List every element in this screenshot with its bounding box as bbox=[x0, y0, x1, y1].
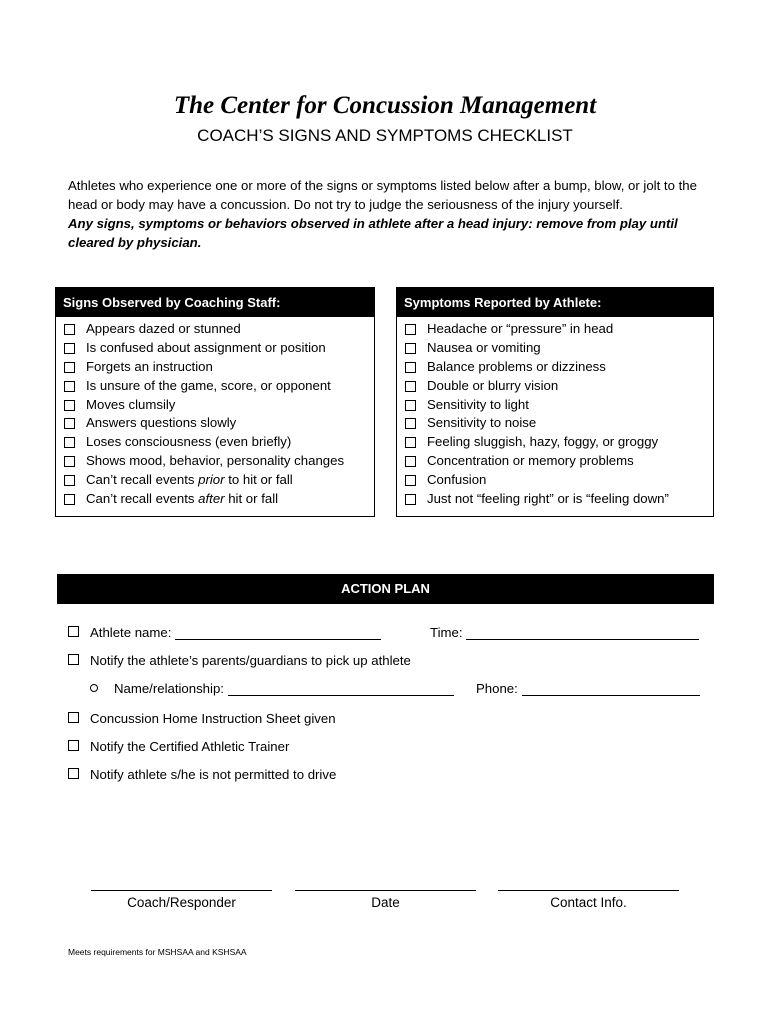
sign-label: Loses consciousness (even briefly) bbox=[86, 434, 292, 450]
checkbox[interactable] bbox=[64, 475, 75, 486]
sign-label: Shows mood, behavior, personality changes bbox=[86, 453, 345, 469]
notify-parents-label: Notify the athlete’s parents/guardians to pick up athlete bbox=[90, 653, 411, 668]
signs-box bbox=[55, 287, 375, 517]
notify-trainer-row bbox=[68, 736, 289, 754]
sign-item bbox=[64, 452, 374, 471]
symptom-label: Nausea or vomiting bbox=[427, 339, 541, 355]
name-relationship-row bbox=[90, 678, 454, 696]
sign-item bbox=[64, 433, 374, 452]
contact-signature-label: Contact Info. bbox=[550, 895, 627, 910]
signs-heading: Signs Observed by Coaching Staff: bbox=[56, 288, 374, 317]
notify-drive-label: Notify athlete s/he is not permitted to drive bbox=[90, 767, 337, 782]
intro-text: Athletes who experience one or more of the signs or symptoms listed below after a bump, blow, or jolt to the head or body may have a concussion. Do not try to judge the seriousness of the injury yourself. bbox=[68, 178, 697, 212]
time-field[interactable] bbox=[466, 625, 699, 640]
checkbox[interactable] bbox=[405, 324, 416, 335]
checkbox[interactable] bbox=[405, 437, 416, 448]
checkbox[interactable] bbox=[64, 400, 75, 411]
checkbox[interactable] bbox=[405, 456, 416, 467]
date-signature-label: Date bbox=[371, 895, 400, 910]
home-sheet-row bbox=[68, 708, 336, 726]
sign-label bbox=[86, 490, 278, 509]
athlete-name-label: Athlete name: bbox=[90, 625, 172, 640]
sign-label bbox=[86, 471, 293, 490]
sign-label: Appears dazed or stunned bbox=[86, 321, 241, 336]
symptom-item bbox=[405, 414, 713, 433]
time-label: Time: bbox=[430, 625, 463, 640]
checkbox[interactable] bbox=[405, 400, 416, 411]
sign-item bbox=[64, 320, 374, 339]
checkbox[interactable] bbox=[64, 456, 75, 467]
symptom-item bbox=[405, 433, 713, 452]
checkbox[interactable] bbox=[64, 418, 75, 429]
phone-field[interactable] bbox=[522, 681, 700, 696]
symptoms-box bbox=[396, 287, 714, 517]
checkbox[interactable] bbox=[64, 381, 75, 392]
phone-row bbox=[476, 678, 700, 696]
symptoms-heading: Symptoms Reported by Athlete: bbox=[397, 288, 713, 317]
checkbox[interactable] bbox=[64, 362, 75, 373]
checkbox[interactable] bbox=[64, 494, 75, 505]
athlete-name-row bbox=[68, 622, 381, 640]
symptom-item bbox=[405, 490, 713, 509]
sign-label-emphasis: after bbox=[198, 491, 225, 507]
bullet-circle-icon bbox=[90, 684, 98, 692]
checkbox[interactable] bbox=[64, 437, 75, 448]
intro-warning: Any signs, symptoms or behaviors observed in athlete after a head injury: remove from play until cleared by physician. bbox=[68, 216, 678, 250]
name-relationship-label: Name/relationship: bbox=[114, 681, 224, 696]
notify-parents-row bbox=[68, 650, 411, 668]
checkbox[interactable] bbox=[68, 768, 79, 779]
coach-signature-line[interactable] bbox=[91, 890, 272, 891]
sign-item bbox=[64, 490, 374, 509]
sign-item bbox=[64, 414, 374, 433]
checkbox[interactable] bbox=[405, 343, 416, 354]
checkbox[interactable] bbox=[405, 475, 416, 486]
contact-signature-line[interactable] bbox=[498, 890, 679, 891]
page-title: The Center for Concussion Management bbox=[173, 92, 597, 119]
athlete-name-field[interactable] bbox=[175, 625, 381, 640]
symptom-item bbox=[405, 396, 713, 415]
symptom-item bbox=[405, 320, 713, 339]
checkbox[interactable] bbox=[405, 362, 416, 373]
checkbox[interactable] bbox=[68, 626, 79, 637]
symptom-label: Balance problems or dizziness bbox=[427, 358, 606, 374]
checkbox[interactable] bbox=[68, 654, 79, 665]
sign-item bbox=[64, 396, 374, 415]
symptom-label: Double or blurry vision bbox=[427, 377, 559, 393]
sign-item bbox=[64, 358, 374, 377]
name-relationship-field[interactable] bbox=[228, 681, 454, 696]
symptom-item bbox=[405, 471, 713, 490]
notify-drive-row bbox=[68, 764, 336, 782]
checkbox[interactable] bbox=[68, 712, 79, 723]
symptoms-list bbox=[397, 317, 713, 509]
date-signature-line[interactable] bbox=[295, 890, 476, 891]
symptom-item bbox=[405, 452, 713, 471]
checkbox[interactable] bbox=[68, 740, 79, 751]
coach-signature-label: Coach/Responder bbox=[127, 895, 236, 910]
sign-label: Moves clumsily bbox=[86, 396, 176, 412]
signs-list bbox=[56, 317, 374, 509]
sign-label: Forgets an instruction bbox=[86, 358, 213, 374]
time-row bbox=[430, 622, 699, 640]
checkbox[interactable] bbox=[405, 494, 416, 505]
sign-item bbox=[64, 471, 374, 490]
checkbox[interactable] bbox=[405, 418, 416, 429]
sign-label-part: Can’t recall events bbox=[86, 491, 199, 507]
checkbox[interactable] bbox=[64, 324, 75, 335]
symptom-label: Just not “feeling right” or is “feeling down” bbox=[427, 491, 669, 507]
sign-label-part: to hit or fall bbox=[224, 472, 293, 488]
sign-label: Answers questions slowly bbox=[86, 415, 237, 431]
sign-label: Is confused about assignment or position bbox=[86, 339, 326, 355]
intro-paragraph bbox=[68, 176, 708, 252]
notify-trainer-label: Notify the Certified Athletic Trainer bbox=[90, 739, 290, 754]
sign-label-part: Can’t recall events bbox=[86, 472, 199, 488]
sign-item bbox=[64, 339, 374, 358]
checkbox[interactable] bbox=[405, 381, 416, 392]
phone-label: Phone: bbox=[476, 681, 518, 696]
symptom-item bbox=[405, 339, 713, 358]
page-subtitle: COACH’S SIGNS AND SYMPTOMS CHECKLIST bbox=[197, 126, 573, 145]
symptom-label: Sensitivity to light bbox=[427, 396, 529, 412]
symptom-label: Concentration or memory problems bbox=[427, 453, 634, 469]
sign-item bbox=[64, 377, 374, 396]
sign-label-emphasis: prior bbox=[198, 472, 225, 488]
footer-note: Meets requirements for MSHSAA and KSHSAA bbox=[68, 947, 247, 957]
sign-label-part: hit or fall bbox=[224, 491, 279, 507]
symptom-item bbox=[405, 358, 713, 377]
symptom-label: Feeling sluggish, hazy, foggy, or groggy bbox=[427, 434, 659, 450]
symptom-label: Sensitivity to noise bbox=[427, 415, 537, 431]
symptom-item bbox=[405, 377, 713, 396]
action-plan-heading: ACTION PLAN bbox=[57, 574, 714, 604]
home-sheet-label: Concussion Home Instruction Sheet given bbox=[90, 711, 336, 726]
symptom-label: Headache or “pressure” in head bbox=[427, 321, 614, 336]
symptom-label: Confusion bbox=[427, 472, 487, 488]
sign-label: Is unsure of the game, score, or opponent bbox=[86, 377, 331, 393]
checkbox[interactable] bbox=[64, 343, 75, 354]
